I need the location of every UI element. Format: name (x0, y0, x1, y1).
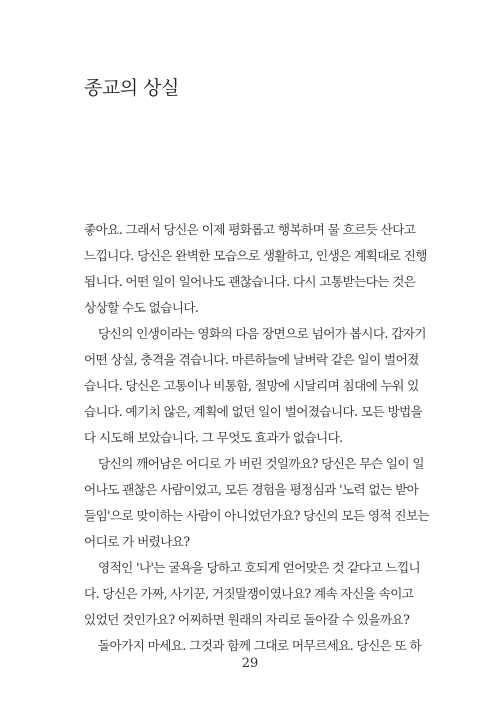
text-line: 어떤 상실, 충격을 겪습니다. 마른하늘에 날벼락 같은 일이 벌어졌 (84, 352, 419, 367)
text-line: 당신의 깨어남은 어디로 가 버린 것일까요? 당신은 무슨 일이 일 (98, 456, 424, 471)
body-text (84, 217, 430, 659)
text-line: 다. 당신은 가짜, 사기꾼, 거짓말쟁이였나요? 계속 자신을 속이고 (84, 586, 414, 601)
text-line: 어나도 괜찮은 사람이었고, 모든 경험을 평정심과 '노력 없는 받아 (84, 482, 419, 497)
text-line: 영적인 '나'는 굴욕을 당하고 호되게 얻어맞은 것 같다고 느낍니 (98, 560, 421, 575)
text-line: 어디로 가 버렸나요? (84, 534, 190, 549)
page-number: 29 (241, 656, 259, 671)
text-line: 당신의 인생이라는 영화의 다음 장면으로 넘어가 봅시다. 갑자기 (98, 326, 426, 341)
text-line: 느낍니다. 당신은 완벽한 모습으로 생활하고, 인생은 계획대로 진행 (84, 248, 427, 263)
text-line: 있었던 것인가요? 어찌하면 원래의 자리로 돌아갈 수 있을까요? (84, 612, 410, 627)
text-line: 습니다. 예기치 않은, 계획에 없던 일이 벌어졌습니다. 모든 방법을 (84, 404, 423, 419)
text-line: 상상할 수도 없습니다. (84, 300, 199, 315)
chapter-title: 종교의 상실 (84, 77, 179, 99)
text-line: 돌아가지 마세요. 그것과 함께 그대로 머무르세요. 당신은 또 하 (98, 638, 422, 653)
text-line: 됩니다. 어떤 일이 일어나도 괜찮습니다. 다시 고통받는다는 것은 (84, 274, 416, 289)
text-line: 좋아요. 그래서 당신은 이제 평화롭고 행복하며 물 흐르듯 산다고 (84, 222, 416, 237)
text-line: 습니다. 당신은 고통이나 비통함, 절망에 시달리며 침대에 누워 있 (84, 378, 419, 393)
text-line: 들임'으로 맞이하는 사람이 아니었던가요? 당신의 모든 영적 진보는 (84, 508, 430, 523)
text-line: 다 시도해 보았습니다. 그 무엇도 효과가 없습니다. (84, 430, 343, 445)
